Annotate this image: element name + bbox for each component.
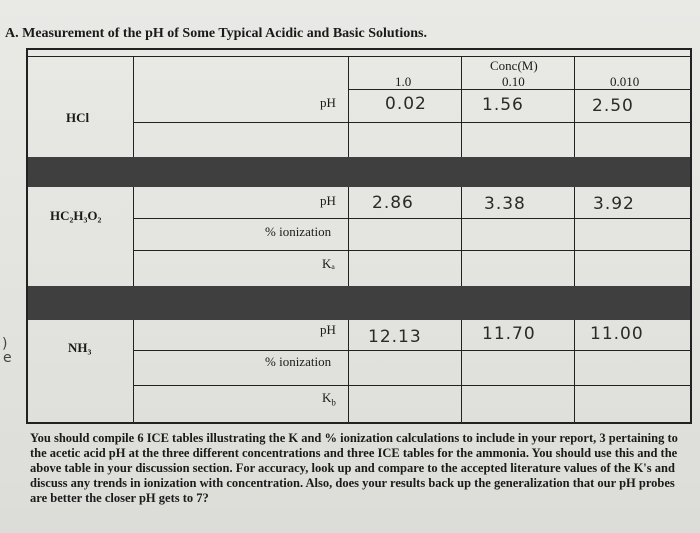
rule [574,57,575,157]
compound-ammonia: NH₃ [68,340,92,355]
conc-3: 0.010 [610,74,640,89]
ionization-label-acetic: % ionization [265,224,332,239]
section-heading: A. Measurement of the pH of Some Typical Acidic and Basic Solutions. [5,26,427,41]
compound-acetic: HC₂H₃O₂ [50,208,102,223]
conc-1: 1.0 [395,74,412,89]
ph-label-hcl: pH [320,95,336,110]
separator-band-2 [28,286,690,320]
rule [348,57,349,157]
rule [133,320,134,423]
rule [574,320,575,423]
rule [133,57,134,157]
hcl-ph-3: 2.50 [592,96,634,116]
rule [461,187,462,286]
acetic-ph-2: 3.38 [484,194,526,214]
hcl-ph-2: 1.56 [482,95,524,115]
ka-label: Kₐ [322,256,335,271]
ph-label-ammonia: pH [320,322,336,337]
rule [461,57,462,157]
hcl-ph-1: 0.02 [385,94,427,114]
ph-label-acetic: pH [320,193,336,208]
ammonia-ph-3: 11.00 [590,324,644,344]
rule [133,218,690,219]
acetic-ph-1: 2.86 [372,193,414,213]
rule [574,187,575,286]
rule [348,187,349,286]
rule [133,385,690,386]
ammonia-ph-2: 11.70 [482,324,536,344]
ammonia-ph-1: 12.13 [368,327,422,347]
separator-band-1 [28,157,690,187]
kb-subscript: b [331,397,336,408]
margin-mark-letter: e [3,350,12,366]
rule [133,350,690,351]
acetic-ph-3: 3.92 [593,194,635,214]
rule [133,122,690,123]
conc-2: 0.10 [502,74,525,89]
kb-label: $K_b$ [322,390,336,408]
rule [133,187,134,286]
rule [461,320,462,423]
conc-header: Conc(M) [490,58,538,73]
rule [28,56,690,57]
compound-hcl: HCl [66,110,90,125]
rule [133,250,690,251]
margin-mark-paren: ) [2,336,8,352]
ionization-label-ammonia: % ionization [265,354,332,369]
rule [348,320,349,423]
instructions-paragraph: You should compile 6 ICE tables illustrating the K and % ionization calculations to include in your report, 3 pertaining to the acetic acid pH at the three different concentrations and three ICE tables for the ammonia. You should use this and the above table in your discussion section. For accuracy, look up and compare to the accepted literature values of the K's and discuss any trends in ionization with concentration. Also, does your results back up the generalization that our pH probes are better the closer pH gets to 7? [30,431,678,505]
